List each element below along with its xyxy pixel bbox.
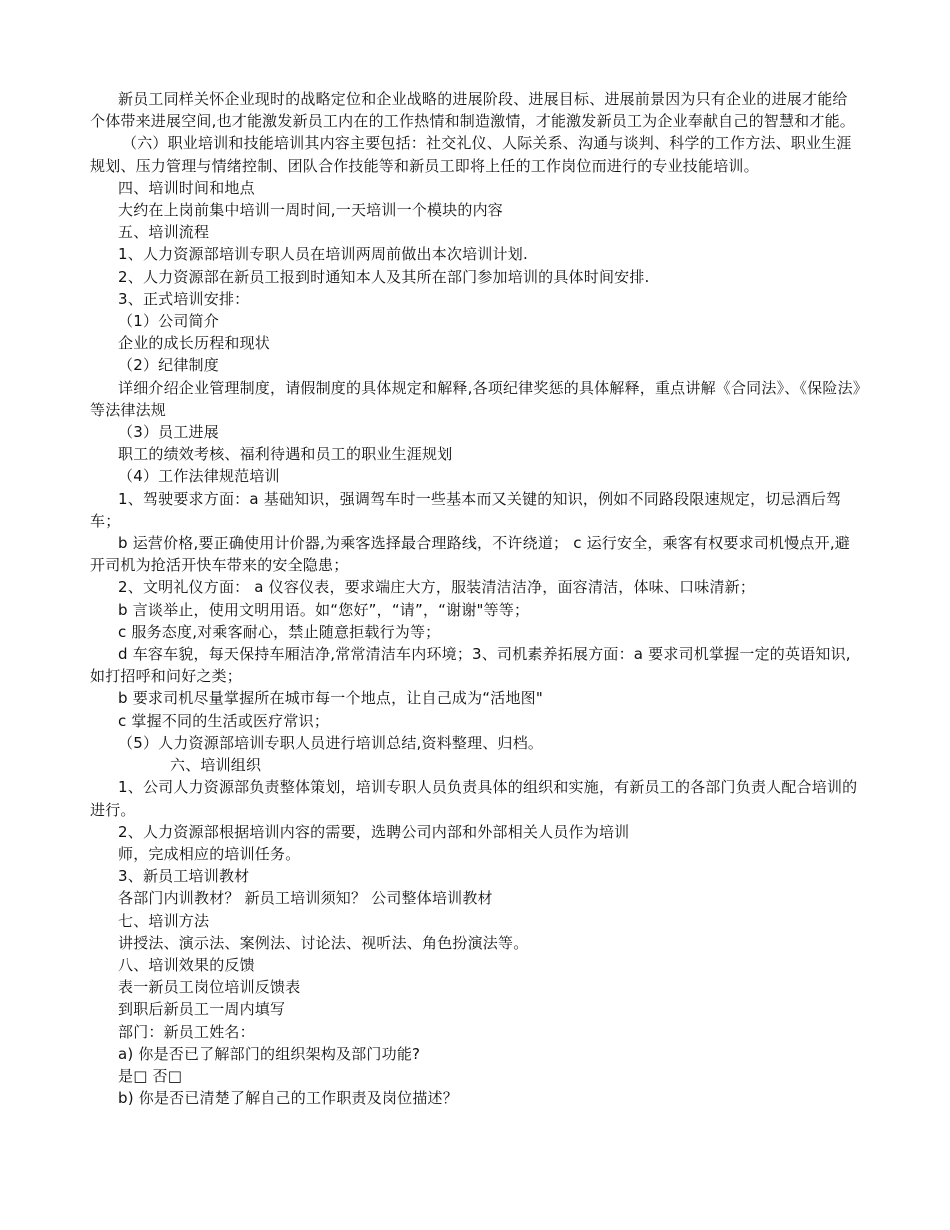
- paragraph-service-attitude: c 服务态度,对乘客耐心，禁止随意拒载行为等；: [118, 622, 441, 641]
- heading-training-process: 五、培训流程: [118, 223, 210, 242]
- paragraph-organization-1: 1、公司人力资源部负责整体策划，培训专职人员负责具体的组织和实施，有新员工的各部门负责人配合培训的进行。: [90, 778, 858, 819]
- paragraph-speech-manners: b 言谈举止，使用文明用语。如“您好”，“请”，“谢谢"等等；: [118, 600, 530, 619]
- paragraph-organization-2-cont: 师，完成相应的培训任务。: [118, 844, 301, 863]
- paragraph-city-knowledge: b 要求司机尽量掌握所在城市每一个地点，让自己成为“活地图": [118, 689, 543, 708]
- answer-options-yes-no: 是□ 否□: [118, 1066, 183, 1085]
- paragraph-driving-requirements: 1、驾驶要求方面：a 基础知识，强调驾车时一些基本而又关键的知识，例如不同路段限速规定，切忌酒后驾车；: [90, 489, 842, 530]
- heading-training-organization: 六、培训组织: [170, 756, 262, 775]
- heading-training-feedback: 八、培训效果的反馈: [118, 955, 255, 974]
- paragraph-process-step-3: 3、正式培训安排：: [118, 289, 250, 308]
- subheading-company-intro: （1）公司简介: [118, 312, 219, 331]
- paragraph-training-methods: 讲授法、演示法、案例法、讨论法、视听法、角色扮演法等。: [118, 933, 529, 952]
- question-b: b) 你是否已清楚了解自己的工作职责及岗位描述？: [118, 1089, 458, 1108]
- paragraph-vehicle-appearance: d 车容车貌，每天保持车厢洁净,常常清洁车内环境；3、司机素养拓展方面：a 要求司机掌握一定的英语知识,如打招呼和问好之类；: [90, 645, 851, 686]
- question-a: a) 你是否已了解部门的组织架构及部门功能?: [118, 1044, 421, 1063]
- heading-training-time-place: 四、培训时间和地点: [118, 178, 255, 197]
- paragraph-employee-development: 职工的绩效考核、福利待遇和员工的职业生涯规划: [118, 445, 453, 464]
- paragraph-common-knowledge: c 掌握不同的生活或医疗常识；: [118, 711, 330, 730]
- paragraph-training-summary: （5）人力资源部培训专职人员进行培训总结,资料整理、归档。: [118, 733, 544, 752]
- subheading-legal-training: （4）工作法律规范培训: [118, 467, 280, 486]
- paragraph-pricing-safety: b 运营价格,要正确使用计价器,为乘客选择最合理路线，不许绕道； c 运行安全，乘客有权要求司机慢点开,避开司机为抢活开快车带来的安全隐患；: [90, 534, 850, 575]
- paragraph-feedback-form-note: 到职后新员工一周内填写: [118, 1000, 286, 1019]
- paragraph-company-history: 企业的成长历程和现状: [118, 334, 271, 353]
- paragraph-process-step-2: 2、人力资源部在新员工报到时通知本人及其所在部门参加培训的具体时间安排.: [118, 267, 650, 286]
- paragraph-organization-2: 2、人力资源部根据培训内容的需要，选聘公司内部和外部相关人员作为培训: [118, 822, 630, 841]
- paragraph-vocational-training: （六）职业培训和技能培训其内容主要包括：社交礼仪、人际关系、沟通与谈判、科学的工作方法、职业生涯规划、压力管理与情绪控制、团队合作技能等和新员工即将上任的工作岗位而进行的专业技能培训。: [90, 134, 852, 175]
- paragraph-intro: 新员工同样关怀企业现时的战略定位和企业战略的进展阶段、进展目标、进展前景因为只有企业的进展才能给个体带来进展空间,也才能激发新员工内在的工作热情和制造激情，才能激发新员工为企业奉献自己的智慧和才能。: [90, 90, 855, 131]
- document-body: [90, 88, 862, 1109]
- subheading-discipline: （2）纪律制度: [118, 356, 219, 375]
- paragraph-training-materials-list: 各部门内训教材？ 新员工培训须知？ 公司整体培训教材: [118, 889, 493, 908]
- paragraph-discipline-details: 详细介绍企业管理制度，请假制度的具体规定和解释,各项纪律奖惩的具体解释，重点讲解《合同法》、《保险法》等法律法规: [90, 378, 861, 419]
- paragraph-feedback-form-title: 表一新员工岗位培训反馈表: [118, 978, 301, 997]
- paragraph-etiquette: 2、文明礼仪方面： a 仪容仪表，要求端庄大方，服装清洁洁净，面容清洁，体味、口味清新；: [118, 578, 756, 597]
- paragraph-training-duration: 大约在上岗前集中培训一周时间,一天培训一个模块的内容: [118, 201, 503, 220]
- paragraph-department-name-fields: 部门：新员工姓名：: [118, 1022, 255, 1041]
- subheading-employee-development: （3）员工进展: [118, 423, 219, 442]
- heading-training-methods: 七、培训方法: [118, 911, 210, 930]
- paragraph-training-materials-title: 3、新员工培训教材: [118, 867, 250, 886]
- paragraph-process-step-1: 1、人力资源部培训专职人员在培训两周前做出本次培训计划.: [118, 245, 528, 264]
